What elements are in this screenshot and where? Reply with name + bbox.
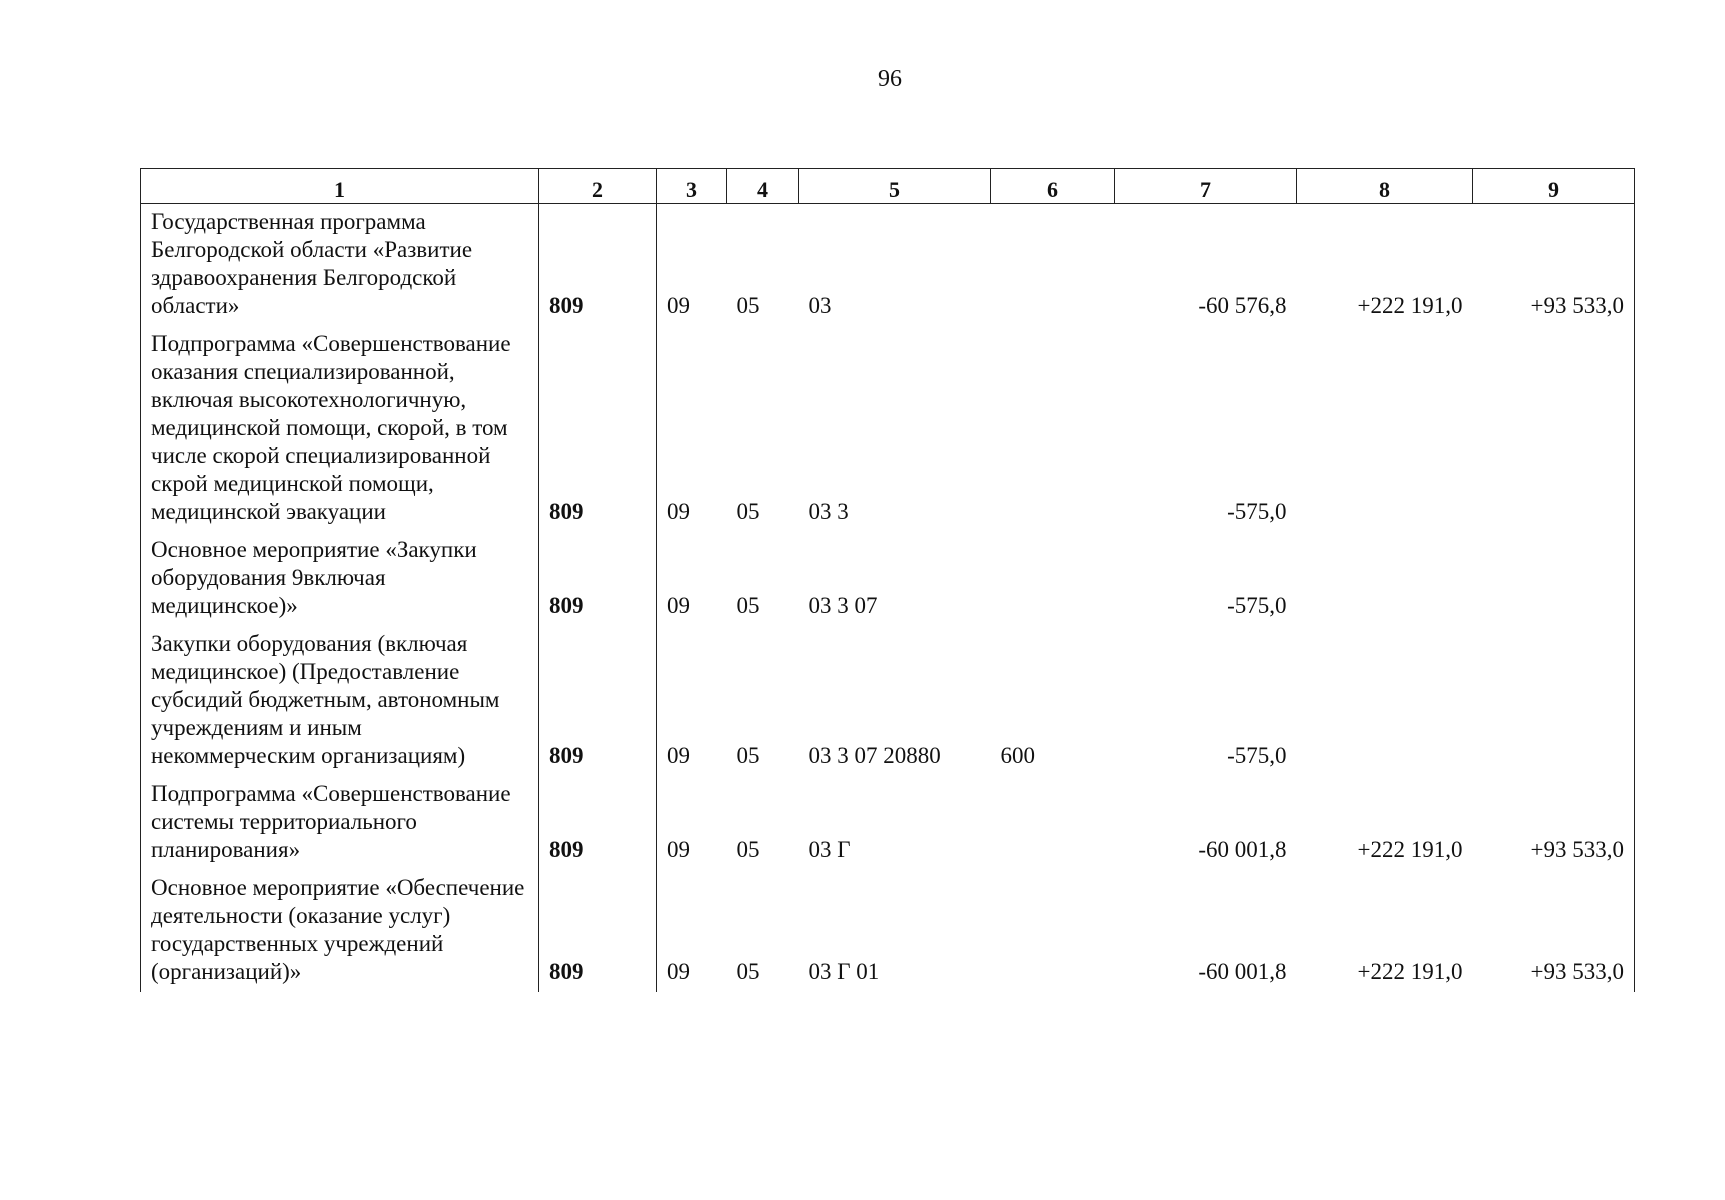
row-name: Основное мероприятие «Обеспечение деятельности (оказание услуг) государственных учреждений (организаций)» xyxy=(141,870,539,992)
row-target: 03 3 07 xyxy=(808,593,878,618)
row-vr xyxy=(991,776,1115,870)
row-section: 09 xyxy=(667,743,690,768)
table-row xyxy=(141,626,1635,776)
header-col-7: 7 xyxy=(1115,169,1297,204)
row-name: Основное мероприятие «Закупки оборудования 9включая медицинское)» xyxy=(141,532,539,626)
row-code: 809 xyxy=(539,326,657,532)
row-col7: -60 001,8 xyxy=(1198,959,1287,984)
row-col7: -575,0 xyxy=(1227,593,1287,618)
row-code: 809 xyxy=(539,626,657,776)
budget-table xyxy=(140,168,1635,992)
header-col-4: 4 xyxy=(727,169,799,204)
table-row xyxy=(141,532,1635,626)
table-row xyxy=(141,326,1635,532)
row-code: 809 xyxy=(539,870,657,992)
row-subsection: 05 xyxy=(736,593,760,618)
table-row xyxy=(141,204,1635,327)
row-col9 xyxy=(1473,626,1635,776)
row-col7: -60 576,8 xyxy=(1198,293,1287,318)
row-target: 03 xyxy=(808,293,832,318)
row-vr: 600 xyxy=(1000,743,1035,768)
header-col-9: 9 xyxy=(1473,169,1635,204)
row-col9: +93 533,0 xyxy=(1473,870,1635,992)
page-number: 96 xyxy=(878,66,902,92)
row-col8: +222 191,0 xyxy=(1357,293,1463,318)
row-section: 09 xyxy=(667,837,690,862)
row-col7: -60 001,8 xyxy=(1198,837,1287,862)
row-section: 09 xyxy=(667,499,690,524)
header-col-1: 1 xyxy=(141,169,539,204)
row-name: Закупки оборудования (включая медицинское) (Предоставление субсидий бюджетным, автономным учреждениям и иным некоммерческим организациям) xyxy=(141,626,539,776)
row-vr xyxy=(991,326,1115,532)
row-col9: +93 533,0 xyxy=(1473,204,1635,327)
row-col7: -575,0 xyxy=(1227,499,1287,524)
row-vr xyxy=(991,870,1115,992)
row-section: 09 xyxy=(667,293,690,318)
row-col8 xyxy=(1297,532,1473,626)
row-subsection: 05 xyxy=(736,743,760,768)
row-target: 03 Г xyxy=(808,837,851,862)
row-col7: -575,0 xyxy=(1227,743,1287,768)
header-col-8: 8 xyxy=(1297,169,1473,204)
table-row xyxy=(141,870,1635,992)
row-code: 809 xyxy=(539,204,657,327)
header-col-6: 6 xyxy=(991,169,1115,204)
row-subsection: 05 xyxy=(736,499,760,524)
row-subsection: 05 xyxy=(736,959,760,984)
row-col8 xyxy=(1297,326,1473,532)
header-col-5: 5 xyxy=(799,169,991,204)
row-name: Подпрограмма «Совершенствование системы территориального планирования» xyxy=(141,776,539,870)
header-col-3: 3 xyxy=(657,169,727,204)
row-name: Подпрограмма «Совершенствование оказания специализированной, включая высокотехнологичную, медицинской помощи, скорой, в том числе скорой специализированной скрой медицинской помощи, медицинской эвакуации xyxy=(141,326,539,532)
row-vr xyxy=(991,204,1115,327)
header-col-2: 2 xyxy=(539,169,657,204)
table-row xyxy=(141,776,1635,870)
row-col9 xyxy=(1473,532,1635,626)
row-subsection: 05 xyxy=(736,837,760,862)
table-header-row xyxy=(141,169,1635,204)
row-vr xyxy=(991,532,1115,626)
row-target: 03 3 07 20880 xyxy=(808,743,941,768)
row-name: Государственная программа Белгородской области «Развитие здравоохранения Белгородской области» xyxy=(141,204,539,327)
row-col8 xyxy=(1297,626,1473,776)
row-col9 xyxy=(1473,326,1635,532)
row-code: 809 xyxy=(539,532,657,626)
row-col8: +222 191,0 xyxy=(1357,837,1463,862)
row-section: 09 xyxy=(667,959,690,984)
row-col8: +222 191,0 xyxy=(1357,959,1463,984)
row-section: 09 xyxy=(667,593,690,618)
row-target: 03 3 xyxy=(808,499,849,524)
row-subsection: 05 xyxy=(736,293,760,318)
row-col9: +93 533,0 xyxy=(1473,776,1635,870)
row-code: 809 xyxy=(539,776,657,870)
row-target: 03 Г 01 xyxy=(808,959,880,984)
